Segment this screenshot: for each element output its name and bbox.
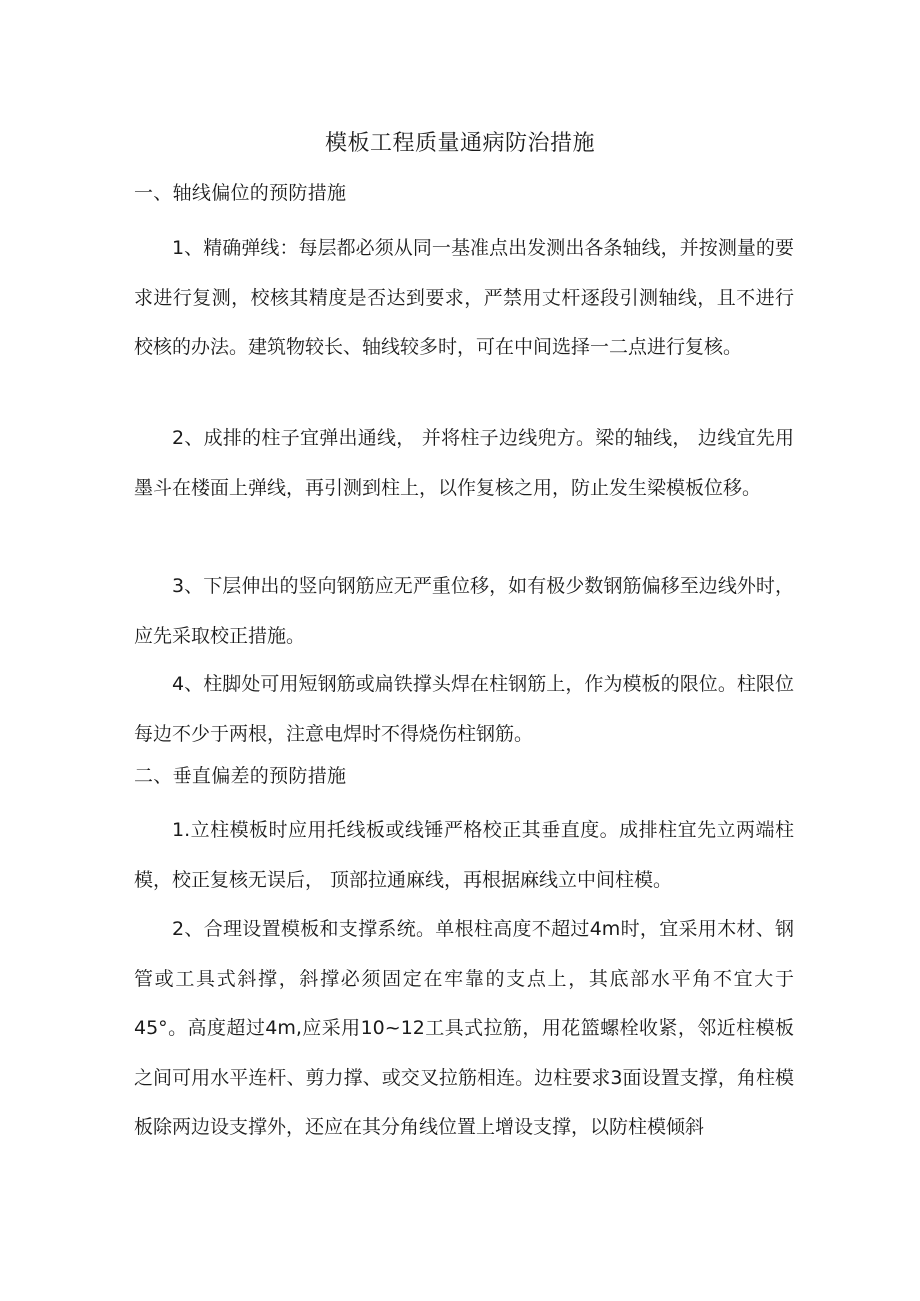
section-heading-axis-offset: 一、轴线偏位的预防措施 xyxy=(134,182,347,204)
paragraph: 2、合理设置模板和支撑系统。单根柱高度不超过4m时，宜采用木材、钢管或工具式斜撑，斜撑必须固定在牢靠的支点上，其底部水平角不宜大于45°。高度超过4m,应采用10~12工具式拉筋，用花篮螺栓收紧，邻近柱模板之间可用水平连杆、剪力撑、或交叉拉筋相连。边柱要求3面设置支撑，角柱模板除两边设支撑外，还应在其分角线位置上增设支撑，以防柱模倾斜 xyxy=(134,918,794,1138)
paragraph: 1、精确弹线：每层都必须从同一基准点出发测出各条轴线，并按测量的要求进行复测，校核其精度是否达到要求，严禁用丈杆逐段引测轴线，且不进行校核的办法。建筑物较长、轴线较多时，可在中间选择一二点进行复核。 xyxy=(134,237,794,358)
document-title: 模板工程质量通病防治措施 xyxy=(324,131,595,156)
paragraph: 2、成排的柱子宜弹出通线， 并将柱子边线兜方。梁的轴线， 边线宜先用墨斗在楼面上弹线，再引测到柱上，以作复核之用，防止发生梁模板位移。 xyxy=(134,427,794,499)
paragraph: 3、下层伸出的竖向钢筋应无严重位移，如有极少数钢筋偏移至边线外时，应先采取校正措施。 xyxy=(134,575,794,647)
paragraph: 4、柱脚处可用短钢筋或扁铁撑头焊在柱钢筋上，作为模板的限位。柱限位每边不少于两根，注意电焊时不得烧伤柱钢筋。 xyxy=(134,673,794,745)
section-heading-vertical-deviation: 二、垂直偏差的预防措施 xyxy=(134,765,347,787)
paragraph: 1.立柱模板时应用托线板或线锤严格校正其垂直度。成排柱宜先立两端柱模，校正复核无误后， 顶部拉通麻线，再根据麻线立中间柱模。 xyxy=(134,819,794,891)
